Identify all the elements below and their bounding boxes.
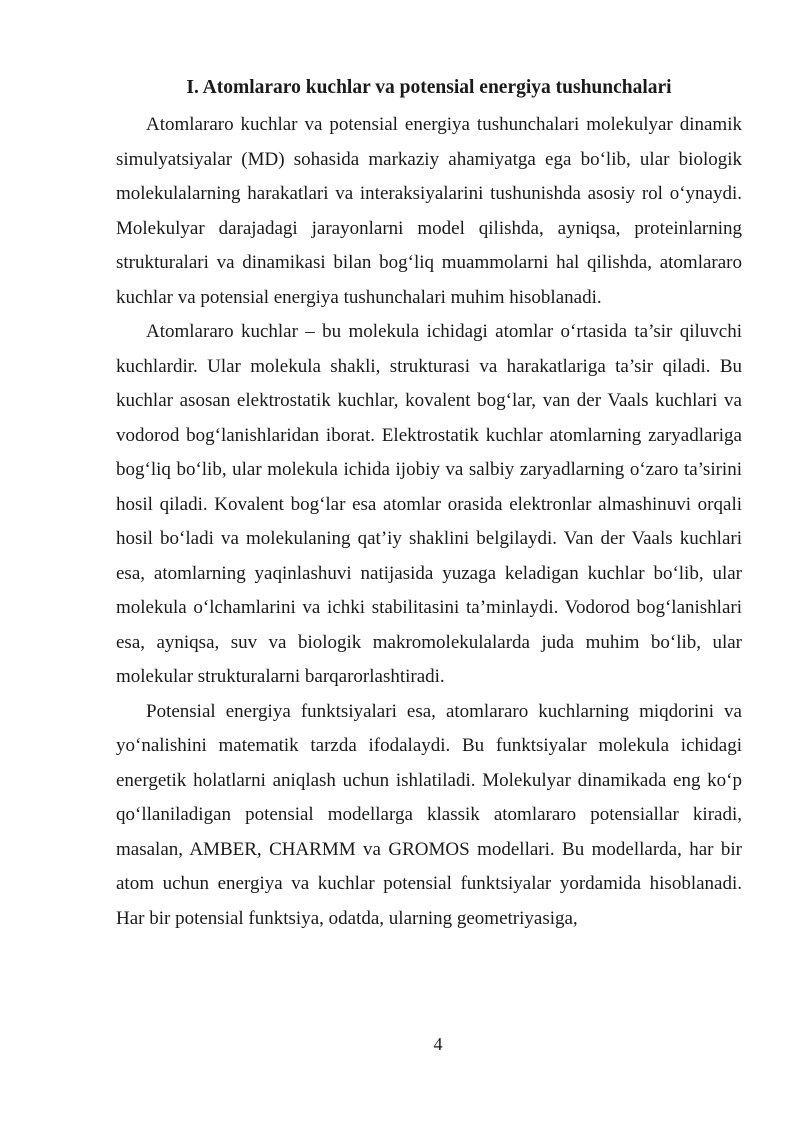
section-heading: I. Atomlararo kuchlar va potensial energiya tushunchalari — [186, 77, 672, 98]
page-number: 4 — [433, 1034, 443, 1054]
body-text — [116, 108, 742, 936]
paragraph-2: Atomlararo kuchlar – bu molekula ichidagi atomlar o‘rtasida ta’sir qiluvchi kuchlardir. Ular molekula shakli, strukturasi va harakatlariga ta’sir qiladi. Bu kuchlar asosan elektrostatik kuchlar, kovalent bog‘lar, van der Vaals kuchlari va vodorod bog‘lanishlaridan iborat. Elektrostatik kuchlar atomlarning zaryadlariga bog‘liq bo‘lib, ular molekula ichida ijobiy va salbiy zaryadlarning o‘zaro ta’sirini hosil qiladi. Kovalent bog‘lar esa atomlar orasida elektronlar almashinuvi orqali hosil bo‘ladi va molekulaning qat’iy shaklini belgilaydi. Van der Vaals kuchlari esa, atomlarning yaqinlashuvi natijasida yuzaga keladigan kuchlar bo‘lib, ular molekula o‘lchamlarini va ichki stabilitasini ta’minlaydi. Vodorod bog‘lanishlari esa, ayniqsa, suv va biologik makromolekulalarda juda muhim bo‘lib, ular molekular strukturalarni barqarorlashtiradi. — [116, 321, 742, 687]
paragraph-3: Potensial energiya funktsiyalari esa, atomlararo kuchlarning miqdorini va yo‘nalishini matematik tarzda ifodalaydi. Bu funktsiyalar molekula ichidagi energetik holatlarni aniqlash uchun ishlatiladi. Molekulyar dinamikada eng ko‘p qo‘llaniladigan potensial modellarga klassik atomlararo potensiallar kiradi, masalan, AMBER, CHARMM va GROMOS modellari. Bu modellarda, har bir atom uchun energiya va kuchlar potensial funktsiyalar yordamida hisoblanadi. Har bir potensial funktsiya, odatda, ularning geometriyasiga, — [116, 700, 742, 929]
paragraph-1: Atomlararo kuchlar va potensial energiya tushunchalari molekulyar dinamik simulyatsiyalar (MD) sohasida markaziy ahamiyatga ega bo‘lib, ular biologik molekulalarning harakatlari va interaksiyalarini tushunishda asosiy rol o‘ynaydi. Molekulyar darajadagi jarayonlarni model qilishda, ayniqsa, proteinlarning strukturalari va dinamikasi bilan bog‘liq muammolarni hal qilishda, atomlararo kuchlar va potensial energiya tushunchalari muhim hisoblanadi. — [116, 114, 742, 308]
